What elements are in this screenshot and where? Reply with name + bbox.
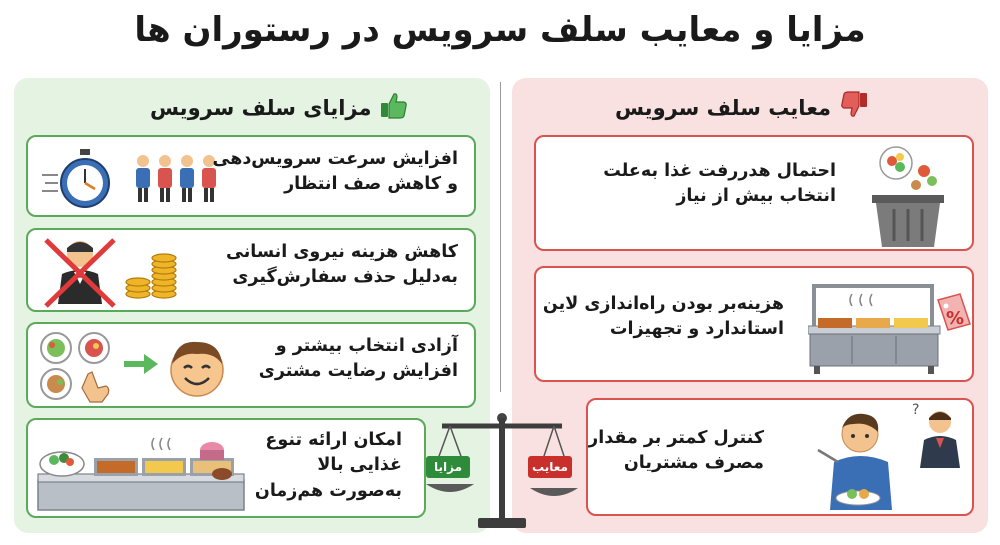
- con-card-waste: [534, 135, 974, 251]
- pro-card-choice: [26, 322, 476, 408]
- scale-pros-label: مزایا: [426, 456, 470, 478]
- con-card-waste-text: احتمال هدررفت غذا به‌علت انتخاب بیش از نیاز: [603, 161, 836, 207]
- con-card-portion-control: [586, 398, 974, 516]
- pro-card-speed: [26, 135, 476, 217]
- coins-icon: [124, 248, 184, 306]
- cons-heading: [615, 90, 869, 125]
- queue-people-icon: [133, 153, 223, 209]
- pro-card-staff-cost: [26, 228, 476, 312]
- arrow-right-icon: [124, 354, 160, 378]
- con-card-setup-cost: [534, 266, 974, 382]
- thumbs-up-icon: [379, 90, 409, 125]
- thumbs-down-icon: [839, 90, 869, 125]
- page-title: مزایا و معایب سلف سرویس در رستوران ها: [134, 10, 866, 50]
- pro-card-speed-text: افزایش سرعت سرویس‌دهی و کاهش صف انتظار: [212, 149, 458, 195]
- pros-heading-label: مزایای سلف سرویس: [150, 95, 372, 120]
- pro-card-variety-text: امکان ارائه تنوع غذایی بالا به‌صورت هم‌زمان: [254, 430, 402, 501]
- pro-card-variety: [26, 418, 426, 518]
- center-divider: [500, 82, 501, 392]
- question-mark-icon: ?: [912, 402, 920, 418]
- percent-tag-label: %: [946, 308, 965, 329]
- scale-cons-label: معایب: [528, 456, 572, 478]
- crossed-waiter-icon: [40, 234, 120, 312]
- cons-heading-label: معایب سلف سرویس: [615, 95, 832, 120]
- con-card-portion-control-text: کنترل کمتر بر مقدار مصرف مشتریان: [588, 428, 764, 474]
- pro-card-choice-text: آزادی انتخاب بیشتر و افزایش رضایت مشتری: [258, 336, 458, 382]
- con-card-setup-cost-text: هزینه‌بر بودن راه‌اندازی لاین استاندارد و تجهیزات: [542, 294, 784, 340]
- stopwatch-icon: [40, 147, 125, 213]
- person-eating-icon: [808, 406, 908, 516]
- pros-heading: [150, 90, 409, 125]
- food-waste-bin-icon: [862, 141, 954, 251]
- buffet-counter-icon: [36, 428, 246, 518]
- pro-card-staff-cost-text: کاهش هزینه نیروی انسانی به‌دلیل حذف سفارش‌گیری: [226, 242, 458, 288]
- food-plates-icon: [36, 330, 116, 408]
- happy-face-icon: [164, 334, 230, 404]
